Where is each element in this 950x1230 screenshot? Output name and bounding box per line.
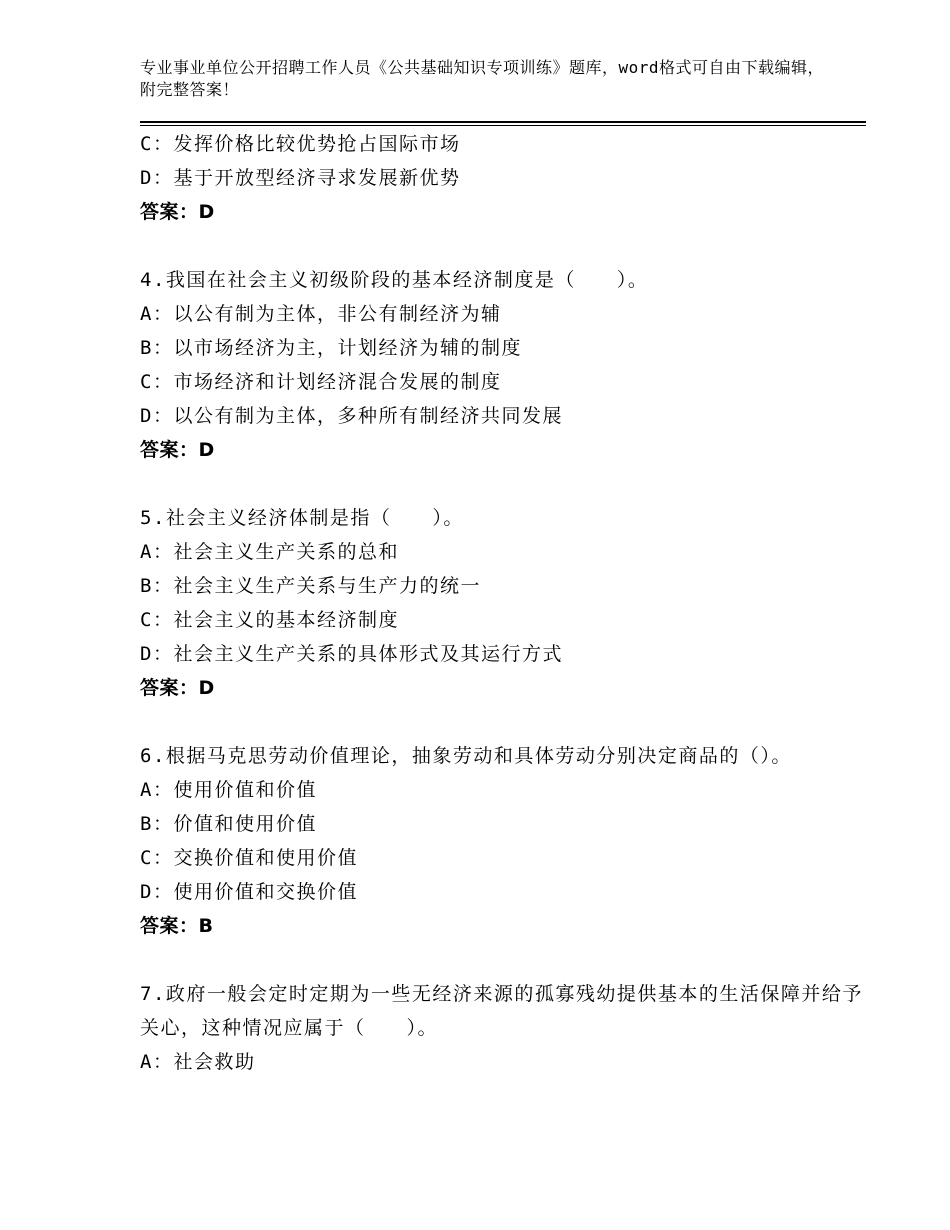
option-d: D：基于开放型经济寻求发展新优势 <box>140 167 461 189</box>
answer-line: 答案：B <box>140 915 214 937</box>
option-c: C：市场经济和计划经济混合发展的制度 <box>140 371 502 393</box>
question-block-5 <box>140 501 866 705</box>
option-a: A：社会救助 <box>140 1051 256 1073</box>
option-d: D：以公有制为主体，多种所有制经济共同发展 <box>140 405 563 427</box>
option-b: B：社会主义生产关系与生产力的统一 <box>140 575 481 597</box>
option-b: B：以市场经济为主，计划经济为辅的制度 <box>140 337 522 359</box>
question-list <box>140 127 866 1079</box>
option-c: C：发挥价格比较优势抢占国际市场 <box>140 133 461 155</box>
question-text: 7.政府一般会定时定期为一些无经济来源的孤寡残幼提供基本的生活保障并给予关心，这种情况应属于（ ）。 <box>140 983 863 1039</box>
question-block-7 <box>140 977 866 1079</box>
answer-line: 答案：D <box>140 201 215 223</box>
option-a: A：使用价值和价值 <box>140 779 317 801</box>
header-rule-thin <box>140 125 866 126</box>
option-c: C：交换价值和使用价值 <box>140 847 358 869</box>
option-d: D：使用价值和交换价值 <box>140 881 358 903</box>
header-rule-thick <box>140 121 866 123</box>
question-text: 4.我国在社会主义初级阶段的基本经济制度是（ ）。 <box>140 269 649 291</box>
question-text: 6.根据马克思劳动价值理论，抽象劳动和具体劳动分别决定商品的（）。 <box>140 745 792 767</box>
option-b: B：价值和使用价值 <box>140 813 317 835</box>
answer-line: 答案：D <box>140 439 215 461</box>
option-a: A：以公有制为主体，非公有制经济为辅 <box>140 303 502 325</box>
question-block-3 <box>140 127 866 229</box>
option-a: A：社会主义生产关系的总和 <box>140 541 399 563</box>
option-c: C：社会主义的基本经济制度 <box>140 609 399 631</box>
question-block-4 <box>140 263 866 467</box>
option-d: D：社会主义生产关系的具体形式及其运行方式 <box>140 643 563 665</box>
question-block-6 <box>140 739 866 943</box>
header-text: 专业事业单位公开招聘工作人员《公共基础知识专项训练》题库，word格式可自由下载编辑，附完整答案！ <box>140 58 825 99</box>
question-text: 5.社会主义经济体制是指（ ）。 <box>140 507 464 529</box>
document-header <box>140 57 840 101</box>
answer-line: 答案：D <box>140 677 215 699</box>
